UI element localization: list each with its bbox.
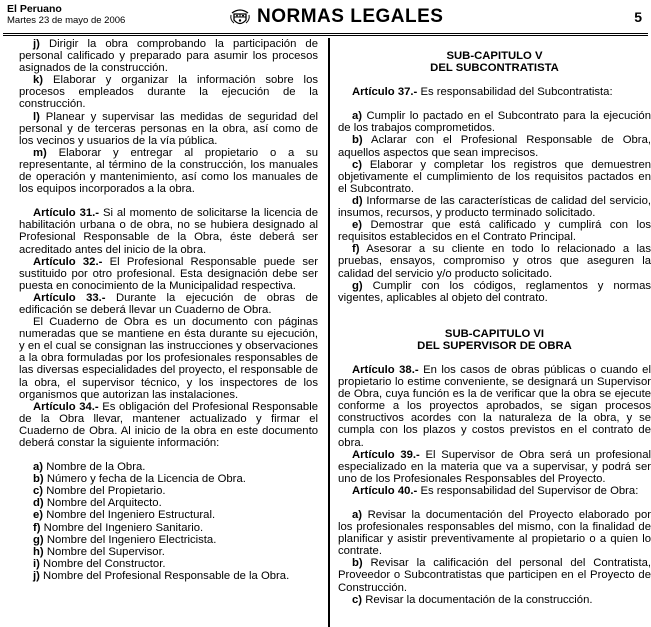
article-label: Artículo 37.- — [352, 86, 418, 99]
page-number: 5 — [634, 9, 642, 25]
list-item: e) Nombre del Ingeniero Estructural. — [33, 509, 216, 522]
list-item: a) Revisar la documentación del Proyecto elaborado por los profesionales responsables del mismo, con la finalidad de planificar y asistir preventivamente al propietario o a quien lo contrate. — [338, 509, 651, 558]
header-title-group — [229, 6, 443, 28]
article-label: Artículo 39.- — [352, 448, 420, 461]
list-item: i) Nombre del Constructor. — [33, 557, 166, 570]
article-33-paragraph: El Cuaderno de Obra es un documento con páginas numeradas que se mantiene en ésta durante su ejecución, y en el cual se consignan las instrucciones y observaciones a la obra formuladas por los profesionales responsables de las diversas especialidades del proyecto, el responsable de la obra, el supervisor técnico, y los inspectores de los organismos que autorizan las instalaciones. — [19, 316, 318, 401]
article-label: Artículo 32.- — [33, 255, 103, 268]
article-32: Artículo 32.- El Profesional Responsable puede ser sustituido por otro profesional. Esta designación debe ser puesta en conocimiento de la Municipalidad respectiva. — [19, 255, 319, 292]
list-item: l) Planear y supervisar las medidas de seguridad del personal y de terceras personas en la obra, así como de los vecinos y usuarios de la vía pública. — [19, 110, 318, 147]
list-item: j) Dirigir la obra comprobando la participación de personal calificado y preparado para asumir los procesos asignados de la construcción. — [19, 38, 318, 75]
list-item: f) Asesorar a su cliente en todo lo relacionado a las pruebas, ensayos, compromiso y otros que aseguren la calidad del servicio y/o producto solicitado. — [338, 243, 651, 280]
article-31: Artículo 31.- Si al momento de solicitarse la licencia de habilitación urbana o de obra, no se hubiera designado al Profesional Responsable de la Obra, éste deberá ser acreditado antes del inicio de la obra. — [19, 207, 318, 256]
subchapter-heading: SUB-CAPITULO V DEL SUBCONTRATISTA — [430, 50, 559, 75]
article-38: Artículo 38.- En los casos de obras públicas o cuando el propietario lo estime conveniente, se designará un Supervisor de Obra, cuya función es la de verificar que la obra se ejecute conforme a los proyectos aprobados, se sigan procesos constructivos acordes con la naturaleza de la obra, y se cumpla con los plazos y costos previstos en el contrato de obra. — [338, 363, 651, 449]
coat-of-arms-icon — [229, 6, 251, 28]
list-item: g) Cumplir con los códigos, reglamentos y normas vigentes, aplicables al objeto del contrato. — [338, 279, 651, 304]
left-column — [19, 38, 318, 582]
list-item: d) Informarse de las características de calidad del servicio, insumos, recursos, y producto terminado solicitado. — [338, 194, 651, 220]
list-item: c) Nombre del Propietario. — [33, 485, 166, 498]
section-title: NORMAS LEGALES — [257, 6, 444, 27]
publication-date: Martes 23 de mayo de 2006 — [7, 15, 126, 26]
article-label: Artículo 40.- — [352, 484, 418, 497]
list-item: h) Nombre del Supervisor. — [33, 545, 165, 558]
list-item: b) Revisar la calificación del personal del Contratista, Proveedor o Subcontratistas que participen en el Proyecto de Construcción. — [338, 557, 651, 594]
list-item: j) Nombre del Profesional Responsable de la Obra. — [33, 569, 290, 582]
article-label: Artículo 38.- — [352, 363, 419, 376]
list-item: e) Demostrar que está calificado y cumplirá con los requisitos establecidos en el Contrato Principal. — [338, 219, 651, 244]
list-item: c) Elaborar y completar los registros que demuestren objetivamente el cumplimiento de los requisitos pactados en el Subcontrato. — [338, 158, 651, 195]
article-33: Artículo 33.- Durante la ejecución de obras de edificación se deberá llevar un Cuaderno de Obra. — [19, 291, 319, 316]
article-34: Artículo 34.- Es obligación del Profesional Responsable de la Obra llevar, mantener actualizado y firmar el Cuaderno de Obra. Al inicio de la obra en este documento deberá constar la siguiente información: — [19, 400, 318, 449]
list-item: b) Número y fecha de la Licencia de Obra. — [33, 473, 246, 486]
right-column — [338, 38, 651, 606]
list-item: d) Nombre del Arquitecto. — [33, 497, 162, 510]
list-item: a) Cumplir lo pactado en el Subcontrato para la ejecución de los trabajos comprometidos. — [338, 110, 651, 135]
list-item: b) Aclarar con el Profesional Responsable de Obra, aquellos aspectos que sean imprecisos. — [338, 134, 651, 159]
column-divider — [328, 38, 330, 627]
article-40: Artículo 40.- Es responsabilidad del Supervisor de Obra: — [352, 484, 639, 497]
list-item: f) Nombre del Ingeniero Sanitario. — [33, 521, 204, 534]
article-label: Artículo 34.- — [33, 400, 99, 413]
publication-name: El Peruano — [7, 3, 62, 15]
article-37: Artículo 37.- Es responsabilidad del Subcontratista: — [352, 86, 613, 99]
list-item: k) Elaborar y organizar la información sobre los procesos empleados durante la ejecución de la construcción. — [19, 74, 318, 111]
article-label: Artículo 33.- — [33, 291, 106, 304]
page-header — [0, 0, 651, 40]
list-item: a) Nombre de la Obra. — [33, 461, 146, 474]
subchapter-heading: SUB-CAPITULO VI DEL SUPERVISOR DE OBRA — [417, 327, 572, 352]
list-item: c) Revisar la documentación de la construcción. — [352, 593, 593, 606]
article-label: Artículo 31.- — [33, 207, 100, 220]
list-item: g) Nombre del Ingeniero Electricista. — [33, 533, 217, 546]
list-item: m) Elaborar y entregar al propietario o a su representante, al término de la construcción, los manuales de operación y mantenimiento, así como los manuales de los equipos incorporados a la obra. — [19, 146, 318, 196]
header-rule — [3, 33, 648, 36]
publication-info — [7, 4, 125, 26]
article-39: Artículo 39.- El Supervisor de Obra será un profesional especializado en la materia que va a supervisar, y podrá ser uno de los Profesionales Responsables del Proyecto. — [338, 448, 651, 485]
